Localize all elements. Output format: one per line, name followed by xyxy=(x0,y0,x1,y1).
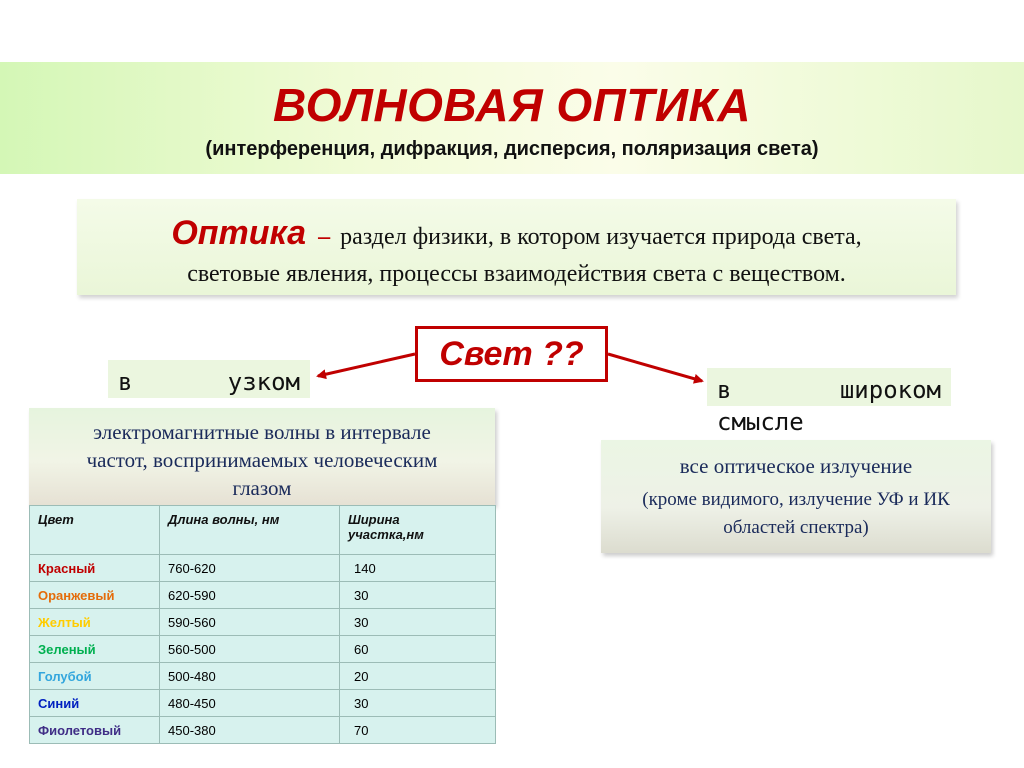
wide-word-2: широком xyxy=(839,376,941,404)
table-row xyxy=(30,663,496,690)
cell-band-width: 140 xyxy=(340,555,496,582)
table-row xyxy=(30,636,496,663)
narrow-def-line-3: глазом xyxy=(232,476,292,500)
wide-word-1: в xyxy=(717,376,732,404)
table-row xyxy=(30,690,496,717)
definition-line-2: световые явления, процессы взаимодействия света с веществом. xyxy=(187,261,846,287)
cell-wavelength: 500-480 xyxy=(160,663,340,690)
cell-color-name: Синий xyxy=(30,690,160,717)
wide-sense-label xyxy=(707,368,951,436)
definition-dash: – xyxy=(318,224,331,250)
spectrum-table xyxy=(29,505,496,744)
cell-band-width: 20 xyxy=(340,663,496,690)
narrow-sense-definition xyxy=(29,408,495,505)
cell-color-name: Фиолетовый xyxy=(30,717,160,744)
cell-wavelength: 450-380 xyxy=(160,717,340,744)
cell-band-width: 30 xyxy=(340,609,496,636)
slide-subtitle: (интерференция, дифракция, дисперсия, поляризация света) xyxy=(205,138,819,160)
table-row xyxy=(30,609,496,636)
definition-text-1: раздел физики, в котором изучается природа света, xyxy=(340,224,862,250)
cell-band-width: 70 xyxy=(340,717,496,744)
narrow-word-2: узком xyxy=(227,368,300,396)
table-header-row xyxy=(30,506,496,555)
wide-word-3: смысле xyxy=(717,408,804,436)
cell-band-width: 30 xyxy=(340,690,496,717)
wide-def-line-3: областей спектра) xyxy=(723,517,869,538)
arrow-right xyxy=(608,354,702,381)
slide-title: ВОЛНОВАЯ ОПТИКА xyxy=(273,79,751,131)
cell-wavelength: 590-560 xyxy=(160,609,340,636)
cell-color-name: Зеленый xyxy=(30,636,160,663)
wide-def-line-1: все оптическое излучение xyxy=(679,454,913,478)
definition-term: Оптика xyxy=(171,214,307,252)
cell-band-width: 60 xyxy=(340,636,496,663)
cell-band-width: 30 xyxy=(340,582,496,609)
col-header-wavelength: Длина волны, нм xyxy=(160,506,340,555)
table-body xyxy=(30,555,496,744)
col-header-color: Цвет xyxy=(30,506,160,555)
col-header-width xyxy=(340,506,496,555)
cell-color-name: Красный xyxy=(30,555,160,582)
wide-sense-definition xyxy=(601,440,991,553)
cell-wavelength: 480-450 xyxy=(160,690,340,717)
definition-line-1 xyxy=(77,214,956,253)
table-row xyxy=(30,717,496,744)
cell-wavelength: 620-590 xyxy=(160,582,340,609)
cell-color-name: Голубой xyxy=(30,663,160,690)
narrow-word-1: в xyxy=(118,368,133,396)
light-question-box: Свет ?? xyxy=(415,326,608,382)
cell-wavelength: 760-620 xyxy=(160,555,340,582)
arrow-left xyxy=(318,354,415,376)
cell-color-name: Оранжевый xyxy=(30,582,160,609)
narrow-def-line-2: частот, воспринимаемых человеческим xyxy=(86,448,438,472)
wide-def-line-2: (кроме видимого, излучение УФ и ИК xyxy=(642,489,950,510)
table-row xyxy=(30,555,496,582)
col-header-width-line-2: участка,нм xyxy=(348,527,424,542)
narrow-def-line-1: электромагнитные волны в интервале xyxy=(93,420,431,444)
col-header-width-line-1: Ширина xyxy=(348,512,400,527)
narrow-sense-label xyxy=(108,360,310,398)
cell-wavelength: 560-500 xyxy=(160,636,340,663)
cell-color-name: Желтый xyxy=(30,609,160,636)
table-row xyxy=(30,582,496,609)
